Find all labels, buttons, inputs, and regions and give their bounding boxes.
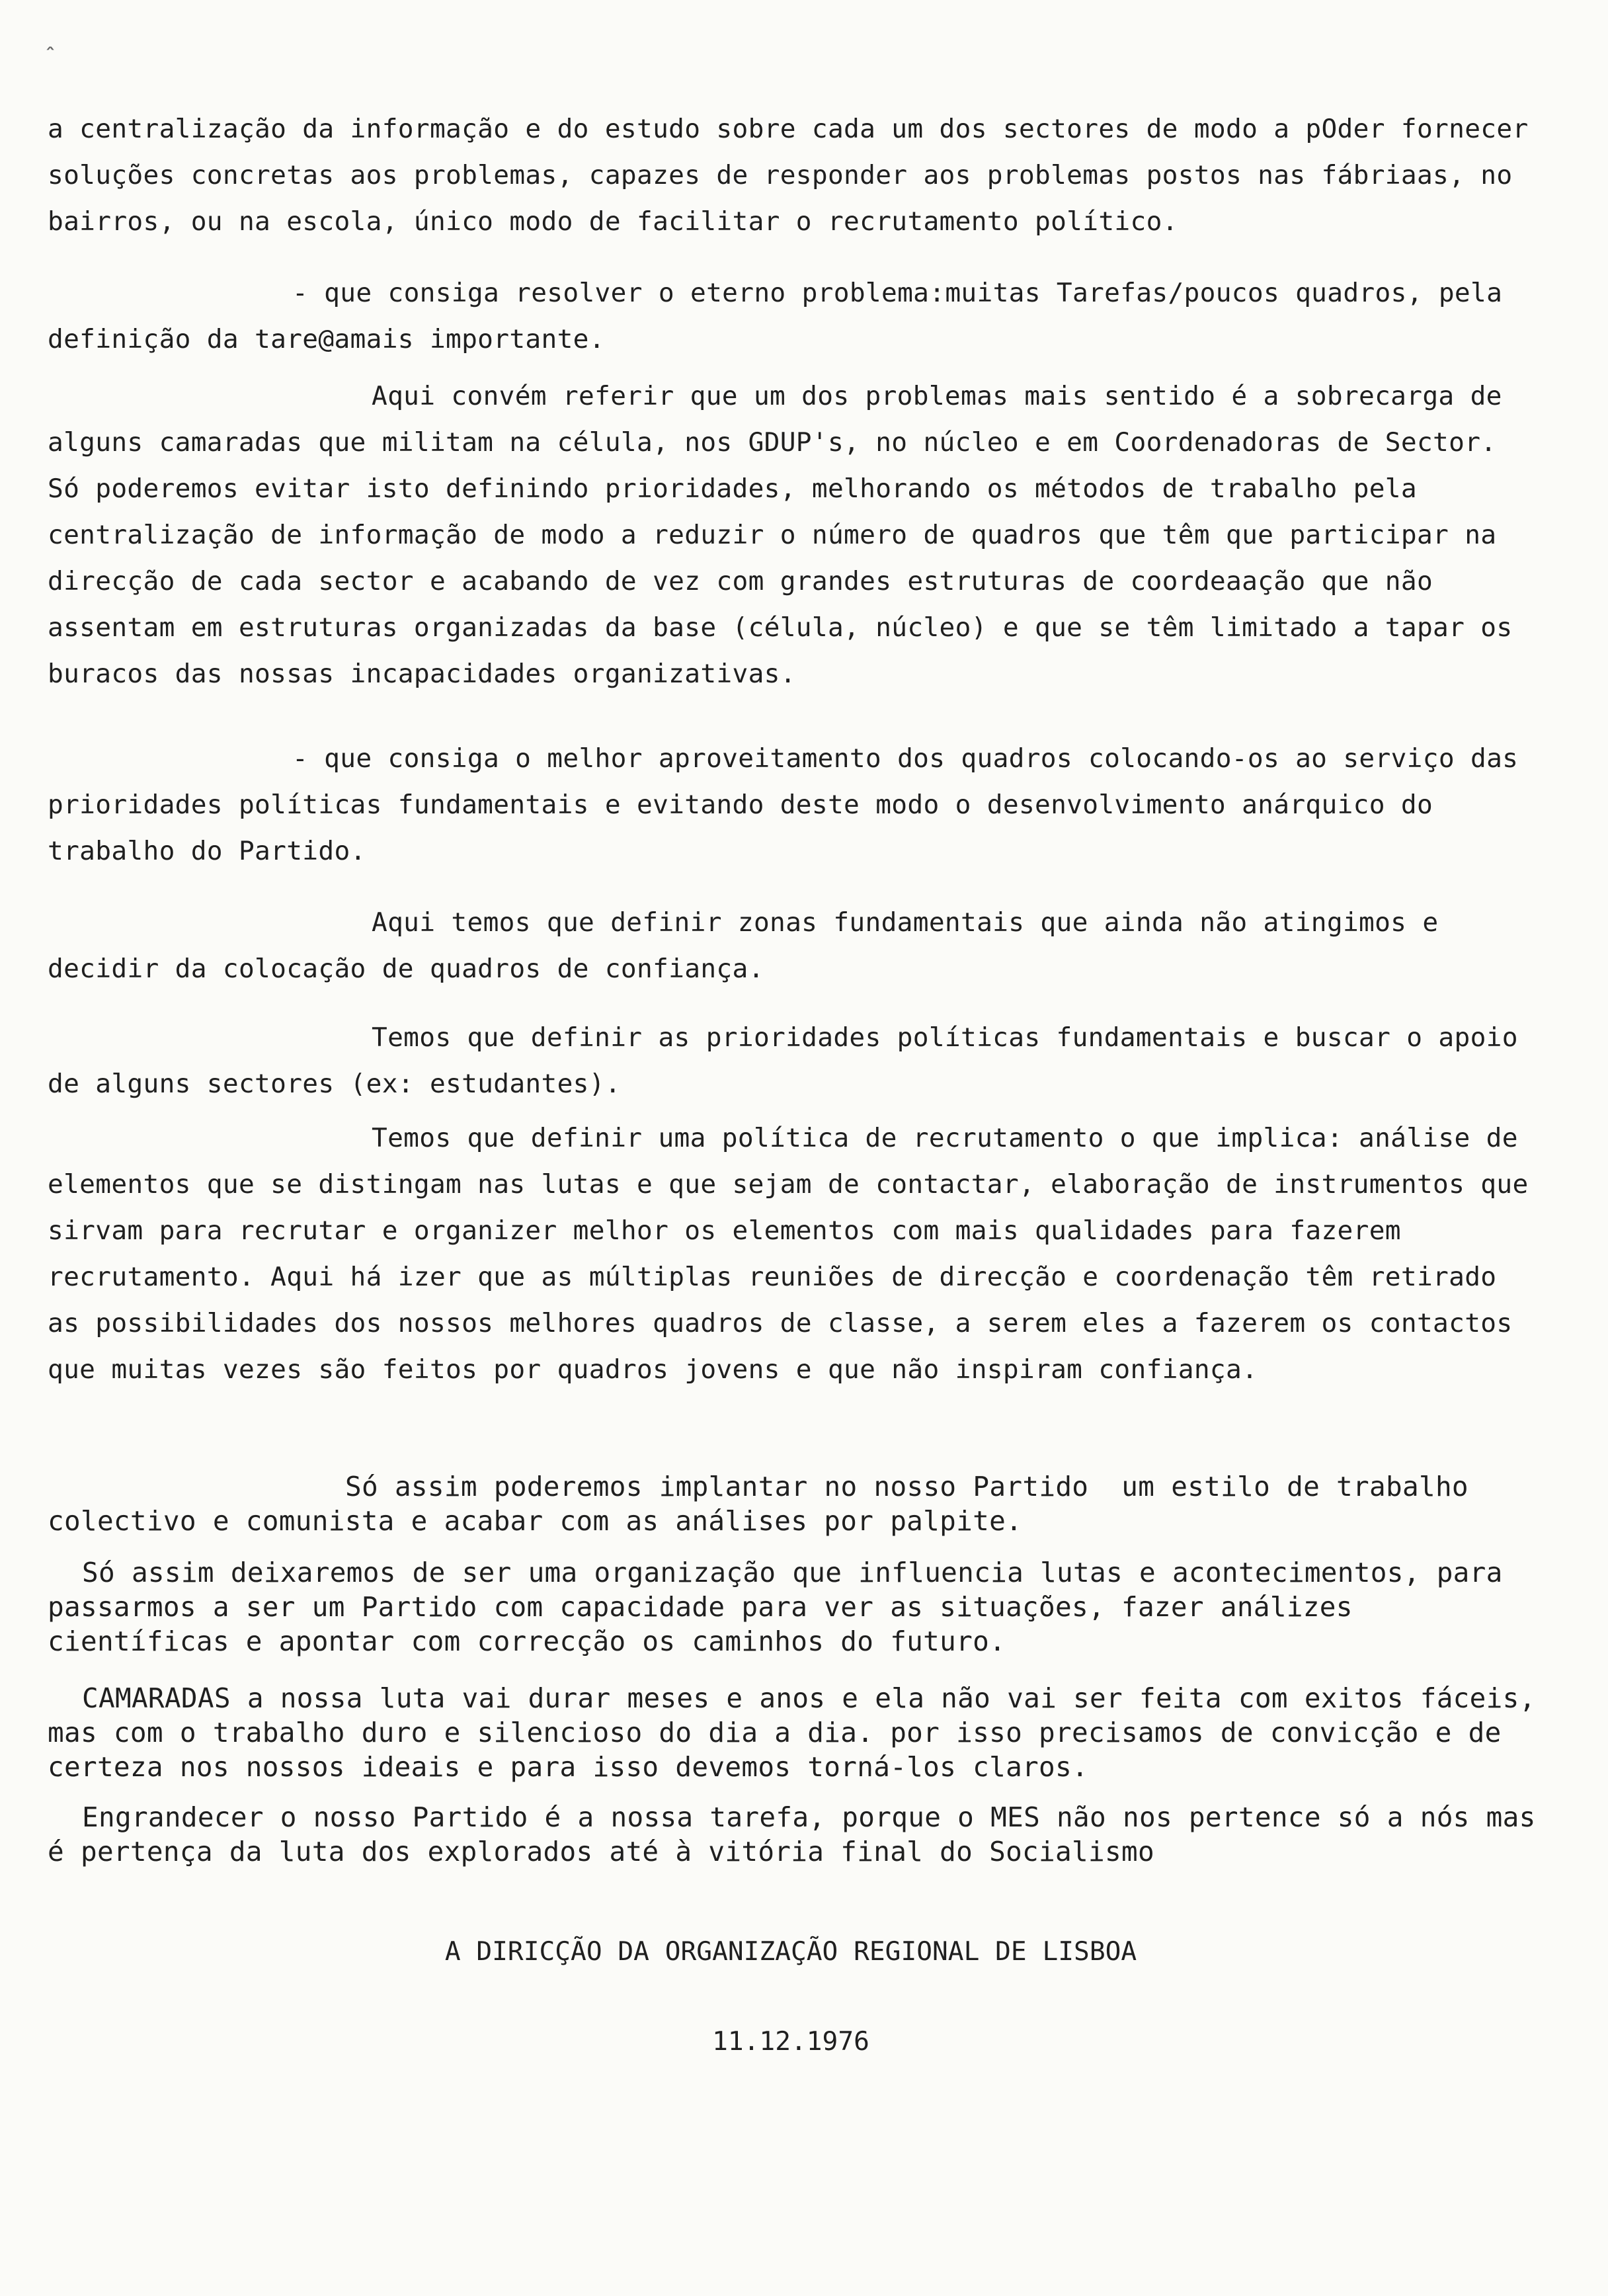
date-line: 11.12.1976 bbox=[712, 2026, 869, 2057]
paragraph-2: - que consiga resolver o eterno problema:muitas Tarefas/poucos quadros, pela definição da tare@amais importante. bbox=[48, 278, 1519, 354]
paragraph-3: Aqui convém referir que um dos problemas mais sentido é a sobrecarga de alguns camaradas que militam na célula, nos GDUP's, no núcleo e em Coordenadoras de Sector. Só poderemos evitar isto definindo prioridades, melhorando os métodos de trabalho pela centralização de informação de modo a reduzir o número de quadros que têm que participar na direcção de cada sector e acabando de vez com grandes estruturas de coordeaação que não assentam em estruturas organizadas da base (célula, núcleo) e que se têm limitado a tapar os buracos das nossas incapacidades organizativas. bbox=[48, 381, 1529, 689]
paragraph-11: Engrandecer o nosso Partido é a nossa tarefa, porque o MES não nos pertence só a nós mas é pertença da luta dos explorados até à vitória final do Socialismo bbox=[48, 1801, 1552, 1867]
paragraph-8: Só assim poderemos implantar no nosso Partido um estilo de trabalho colectivo e comunista e acabar com as análises por palpite. bbox=[48, 1471, 1485, 1537]
paragraph-9: Só assim deixaremos de ser uma organização que influencia lutas e acontecimentos, para passarmos a ser um Partido com capacidade para ver as situações, fazer análizes científicas e apontar com correcção os caminhos do futuro. bbox=[48, 1557, 1519, 1657]
paragraph-6: Temos que definir as prioridades políticas fundamentais e buscar o apoio de alguns sectores (ex: estudantes). bbox=[48, 1022, 1534, 1099]
corner-mark: ꞈ bbox=[46, 24, 61, 51]
paragraph-10: CAMARADAS a nossa luta vai durar meses e anos e ela não vai ser feita com exitos fáceis, mas com o trabalho duro e silencioso do dia a dia. por isso precisamos de convicção e de certeza nos nossos ideais e para isso devemos torná-los claros. bbox=[48, 1682, 1552, 1783]
paragraph-7: Temos que definir uma política de recrutamento o que implica: análise de elementos que se distingam nas lutas e que sejam de contactar, elaboração de instrumentos que sirvam para recrutar e organizer melhor os elementos com mais qualidades para fazerem recrutamento. Aqui há izer que as múltiplas reuniões de direcção e coordenação têm retirado as possibilidades dos nossos melhores quadros de classe, a serem eles a fazerem os contactos que muitas vezes são feitos por quadros jovens e que não inspiram confiança. bbox=[48, 1123, 1545, 1385]
paragraph-5: Aqui temos que definir zonas fundamentais que ainda não atingimos e decidir da colocação de quadros de confiança. bbox=[48, 907, 1455, 984]
signature-line: A DIRICÇÃO DA ORGANIZAÇÃO REGIONAL DE LISBOA bbox=[444, 1936, 1137, 1967]
paragraph-4: - que consiga o melhor aproveitamento dos quadros colocando-os ao serviço das prioridades políticas fundamentais e evitando deste modo o desenvolvimento anárquico do trabalho do Partido. bbox=[48, 743, 1535, 866]
paragraph-1: a centralização da informação e do estudo sobre cada um dos sectores de modo a pOder fornecer soluções concretas aos problemas, capazes de responder aos problemas postos nas fábriaas, no bairros, ou na escola, único modo de facilitar o recrutamento político. bbox=[48, 114, 1545, 237]
